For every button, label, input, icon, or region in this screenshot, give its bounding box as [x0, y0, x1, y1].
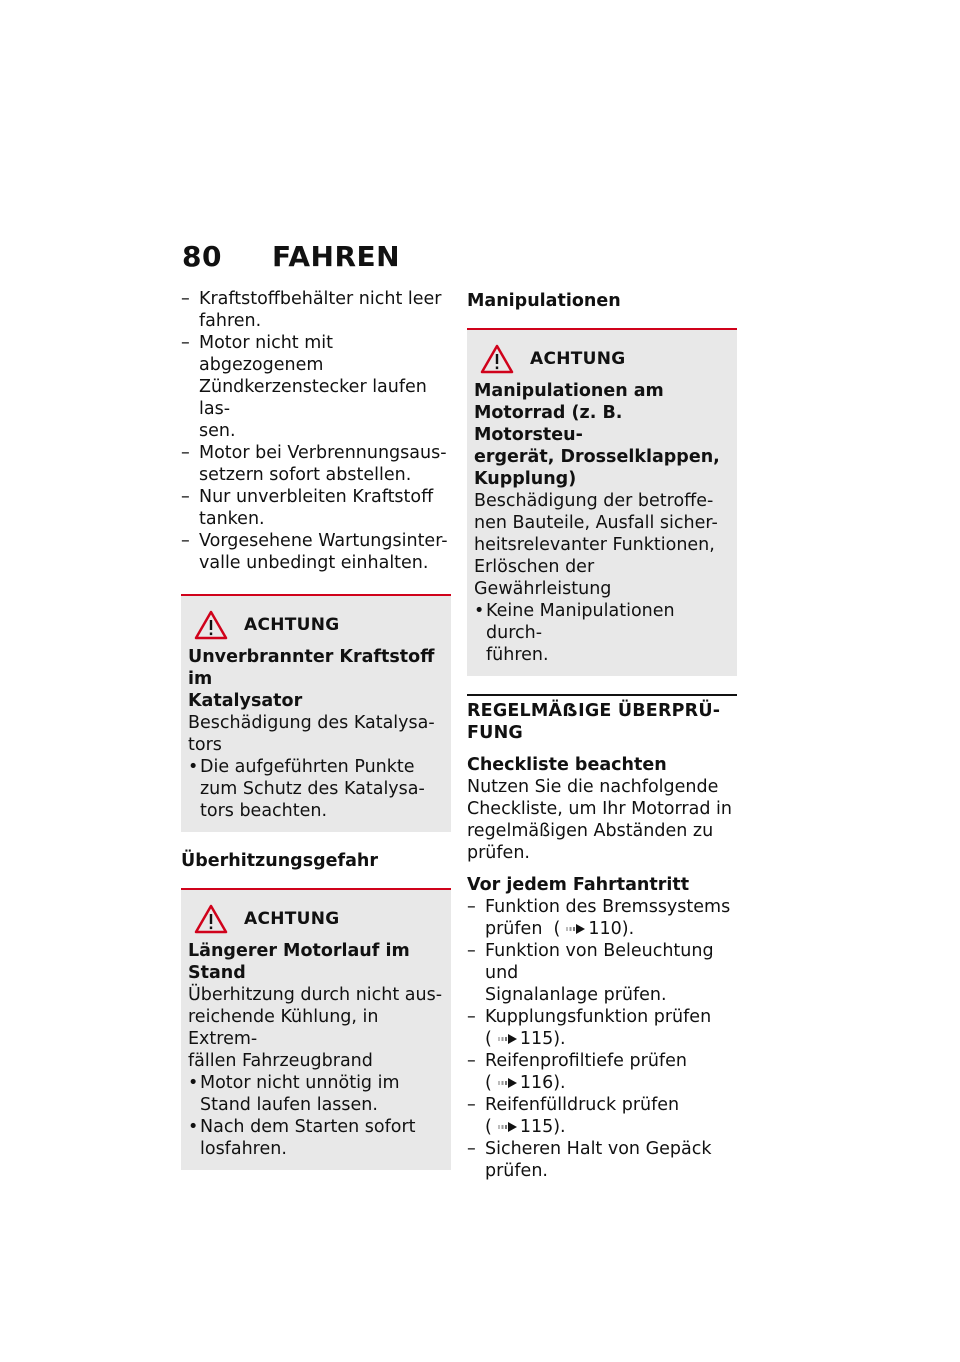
page-reference[interactable]: 110).: [588, 919, 635, 939]
warning-bullets: [188, 756, 444, 822]
warning-triangle-icon: [194, 610, 228, 640]
left-column: [181, 288, 451, 1170]
warning-header: [188, 902, 444, 936]
warning-box-overheating: [181, 888, 451, 1170]
warning-label: ACHTUNG: [244, 909, 340, 929]
warning-title: Unverbrannter Kraftstoff im Katalysator: [188, 647, 435, 711]
page-number: 80: [182, 240, 222, 273]
list-item: • Motor nicht unnötig im Stand laufen lassen.: [188, 1072, 444, 1116]
warning-title: Längerer Motorlauf im Stand: [188, 941, 410, 983]
warning-bullets: [188, 1072, 444, 1160]
list-item: – Funktion des Bremssystems prüfen ( 110).: [467, 896, 737, 940]
list-item: – Nur unverbleiten Kraftstoff tanken.: [181, 486, 451, 530]
warning-triangle-icon: [194, 904, 228, 934]
list-item: – Kraftstoffbehälter nicht leer fahren.: [181, 288, 451, 332]
chapter-title: FAHREN: [271, 240, 401, 273]
page-reference-arrow-icon[interactable]: [498, 1077, 518, 1089]
warning-box-catalyst: [181, 594, 451, 832]
page-header: [182, 240, 400, 280]
checklist-items: [467, 896, 737, 1182]
list-item: – Reifenfülldruck prüfen ( 115).: [467, 1094, 737, 1138]
list-item: – Motor nicht mit abgezogenem Zündkerzenstecker laufen las- sen.: [181, 332, 451, 442]
page-reference[interactable]: 116).: [519, 1073, 566, 1093]
subheading-checklist: Checkliste beachten: [467, 755, 667, 775]
subheading-before-ride: Vor jedem Fahrtantritt: [467, 875, 690, 895]
warning-header: [188, 608, 444, 642]
warning-header: [474, 342, 730, 376]
list-item: • Keine Manipulationen durch- führen.: [474, 600, 730, 666]
section-heading-inspection: REGELMÄẞIGE ÜBERPRÜ- FUNG: [467, 694, 737, 744]
right-column: [467, 288, 737, 1182]
warning-box-manipulations: [467, 328, 737, 676]
list-item: – Reifenprofiltiefe prüfen ( 116).: [467, 1050, 737, 1094]
warning-bullets: [474, 600, 730, 666]
list-item: • Die aufgeführten Punkte zum Schutz des Katalysa- tors beachten.: [188, 756, 444, 822]
list-item: – Funktion von Beleuchtung und Signalanlage prüfen.: [467, 940, 737, 1006]
list-item: – Kupplungsfunktion prüfen ( 115).: [467, 1006, 737, 1050]
warning-text: Überhitzung durch nicht aus- reichende Kühlung, in Extrem- fällen Fahrzeugbrand: [188, 985, 443, 1071]
page-reference-arrow-icon[interactable]: [498, 1033, 518, 1045]
warning-label: ACHTUNG: [530, 349, 626, 369]
warning-triangle-icon: [480, 344, 514, 374]
section-title-manipulations: Manipulationen: [467, 291, 621, 311]
warning-title: Manipulationen am Motorrad (z. B. Motorsteu- ergerät, Drosselklappen, Kupplung): [474, 381, 720, 489]
warning-text: Beschädigung des Katalysa- tors: [188, 713, 435, 755]
checklist-paragraph: Nutzen Sie die nachfolgende Checkliste, um Ihr Motorrad in regelmäßigen Abständen zu prüfen.: [467, 777, 732, 863]
warning-label: ACHTUNG: [244, 615, 340, 635]
page-reference[interactable]: 115).: [519, 1117, 566, 1137]
fuel-rules-list: [181, 288, 451, 574]
warning-text: Beschädigung der betroffe- nen Bauteile, Ausfall sicher- heitsrelevanter Funktionen, Erlöschen der Gewährleistung: [474, 491, 718, 599]
page-reference-arrow-icon[interactable]: [498, 1121, 518, 1133]
list-item: • Nach dem Starten sofort losfahren.: [188, 1116, 444, 1160]
page-reference-arrow-icon[interactable]: [566, 923, 586, 935]
section-title-overheating: Überhitzungsgefahr: [181, 851, 379, 871]
page-reference[interactable]: 115).: [519, 1029, 566, 1049]
list-item: – Motor bei Verbrennungsaus- setzern sofort abstellen.: [181, 442, 451, 486]
list-item: – Vorgesehene Wartungsinter- valle unbedingt einhalten.: [181, 530, 451, 574]
list-item: – Sicheren Halt von Gepäck prüfen.: [467, 1138, 737, 1182]
